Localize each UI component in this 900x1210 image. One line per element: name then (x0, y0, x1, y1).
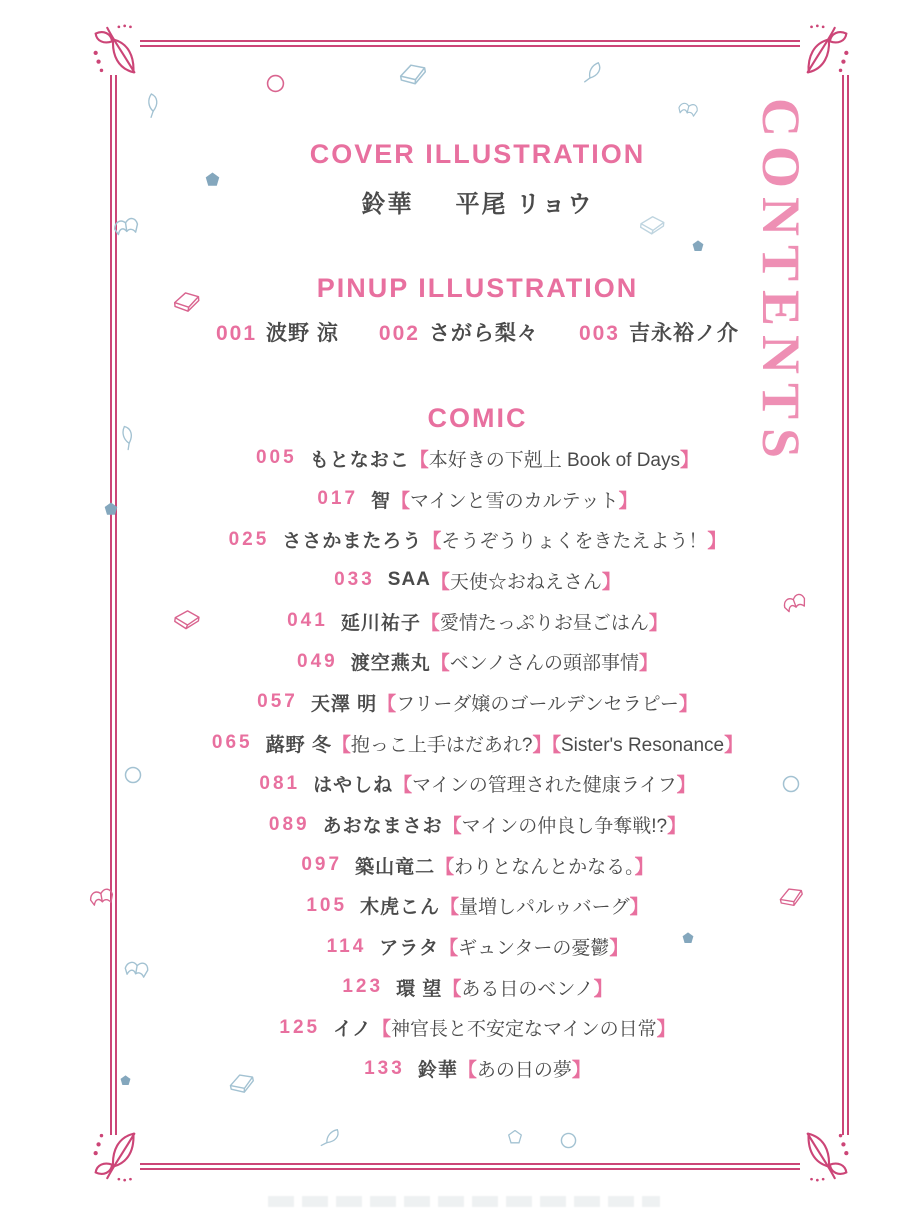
comic-title: わりとなんとかなる。 (454, 856, 635, 878)
bracket-open: 【 (420, 612, 440, 634)
circle-doodle-icon (560, 1132, 577, 1149)
bracket-close: 】 (648, 612, 668, 634)
comic-title: 抱っこ上手はだあれ? (350, 734, 533, 756)
comic-author-name: 木虎こん (360, 897, 441, 919)
pinup-entry (579, 317, 739, 347)
comic-entry-row (110, 804, 845, 845)
bracket-close: 】 (609, 938, 629, 960)
comic-titles (421, 608, 668, 635)
bracket-open: 【 (409, 449, 429, 471)
comic-author-name: 天澤 明 (310, 693, 378, 715)
bracket-open: 【 (430, 653, 450, 675)
bracket-open: 【 (430, 571, 450, 593)
comic-title: 本好きの下剋上 Book of Days (428, 449, 680, 471)
comic-titles (410, 445, 699, 472)
pinup-entry (216, 317, 339, 347)
comic-list (110, 438, 845, 1089)
bracket-close: 】 (667, 816, 687, 838)
comic-author-name: 渡空燕丸 (350, 653, 431, 675)
comic-entry-row (110, 601, 845, 642)
comic-entry-row (110, 682, 845, 723)
comic-page-number: 017 (317, 488, 359, 510)
comic-titles (422, 526, 726, 553)
comic-entry-row (110, 1008, 845, 1049)
comic-author-name: 延川祐子 (340, 612, 421, 634)
bracket-close: 】 (676, 775, 696, 797)
comic-title: 天使☆おねえさん (449, 571, 602, 593)
comic-title: ある日のベンノ (461, 978, 594, 1000)
frame-border-bottom (140, 1163, 800, 1170)
pinup-entry (379, 317, 539, 347)
comic-title: マインの仲良し争奪戦!? (461, 816, 668, 838)
bracket-close: 】 (638, 653, 658, 675)
corner-leaf-ornament-icon (798, 22, 856, 80)
open-book-doodle-icon (674, 98, 702, 126)
comic-entry-row (110, 886, 845, 927)
comic-title: ベンノさんの頭部事情 (449, 653, 639, 675)
comic-entry-row (110, 926, 845, 967)
bracket-close: 】 (634, 856, 654, 878)
comic-titles (439, 933, 628, 960)
bracket-open: 【 (377, 693, 397, 715)
comic-author-name: 蕗野 冬 (265, 734, 332, 756)
comic-titles (435, 852, 654, 879)
comic-titles (431, 648, 658, 675)
comic-title: そうぞうりょくをきたえよう！ (441, 531, 708, 553)
comic-title: マインと雪のカルテット (410, 490, 619, 512)
comic-entry-row (110, 845, 845, 886)
comic-entry-row (110, 1048, 845, 1089)
comic-author-name: アラタ (379, 938, 440, 960)
bracket-open: 【 (371, 1019, 391, 1041)
bracket-close: 】 (601, 571, 621, 593)
corner-leaf-ornament-icon (86, 22, 144, 80)
bracket-open: 【 (442, 816, 462, 838)
corner-leaf-ornament-icon (86, 1126, 144, 1184)
comic-author-name: SAA (387, 569, 431, 591)
circle-doodle-icon (266, 74, 285, 93)
bracket-close: 】 (656, 1019, 676, 1041)
comic-title: 愛情たっぷりお昼ごはん (439, 612, 649, 634)
pinup-page-number: 002 (378, 322, 420, 345)
bracket-close: 】 (707, 531, 727, 553)
comic-author-name: あおなまさお (322, 816, 443, 838)
cover-artist-name: 平尾 リョウ (455, 191, 594, 218)
comic-page-number: 049 (297, 650, 338, 672)
comic-author-name: もとなおこ (309, 449, 410, 471)
comic-entry-row (110, 479, 845, 520)
comic-title: 量増しパルゥバーグ (459, 897, 630, 919)
pinup-entries (110, 317, 845, 347)
feather-doodle-icon (137, 89, 170, 122)
comic-entry-row (110, 723, 845, 764)
comic-title: ギュンターの憂鬱 (458, 938, 610, 960)
comic-title: Sister's Resonance (560, 734, 725, 756)
comic-title: フリーダ嬢のゴールデンセラピー (396, 693, 679, 715)
comic-author-name: 鈴華 (417, 1060, 458, 1082)
bracket-close: 】 (593, 978, 613, 1000)
feather-doodle-icon (313, 1121, 349, 1157)
comic-author-name: 築山竜二 (355, 856, 436, 878)
bracket-open: 【 (435, 856, 455, 878)
comic-title: マインの管理された健康ライフ (412, 775, 677, 797)
cover-artist-names (110, 184, 845, 219)
comic-titles (332, 730, 743, 757)
comic-page-number: 057 (257, 691, 298, 713)
comic-author-name: はやしね (313, 775, 394, 797)
comic-page-number: 114 (326, 935, 367, 957)
comic-entry-row (110, 641, 845, 682)
pinup-artist-name: さがら梨々 (428, 322, 539, 345)
corner-leaf-ornament-icon (798, 1126, 856, 1184)
cover-artist-name: 鈴華 (361, 191, 414, 218)
comic-page-number: 065 (211, 732, 253, 754)
pinup-page-number: 001 (216, 322, 258, 345)
cover-illustration-heading: COVER ILLUSTRATION (309, 139, 646, 169)
bracket-open: 【 (442, 978, 462, 1000)
bracket-close: 】 (680, 449, 700, 471)
bracket-close: 】 (618, 490, 638, 512)
bracket-close: 】 (532, 734, 552, 756)
comic-entry-row (110, 519, 845, 560)
pinup-artist-name: 波野 涼 (266, 322, 339, 345)
frame-border-top (140, 40, 800, 47)
comic-author-name: イノ (333, 1019, 372, 1041)
comic-page-number: 133 (364, 1057, 405, 1079)
comic-title: あの日の夢 (476, 1060, 572, 1082)
comic-page-number: 005 (255, 447, 297, 469)
comic-titles (431, 567, 621, 594)
comic-entry-row (110, 967, 845, 1008)
comic-titles (443, 811, 687, 838)
comic-heading: COMIC (427, 403, 528, 433)
bracket-open: 【 (439, 938, 459, 960)
comic-author-name: 環 望 (396, 978, 443, 1000)
comic-titles (442, 974, 612, 1001)
comic-author-name: ささかまたろう (282, 531, 423, 553)
pinup-page-number: 003 (578, 322, 620, 345)
comic-entry-row (110, 764, 845, 805)
comic-page-number: 123 (342, 976, 384, 998)
comic-page-number: 081 (259, 772, 301, 794)
page-title: CONTENTS (751, 98, 811, 468)
feather-doodle-icon (576, 56, 611, 91)
pinup-artist-name: 吉永裕ノ介 (628, 322, 739, 345)
comic-entry-row (110, 438, 845, 479)
comic-page-number: 041 (287, 610, 328, 632)
bracket-close: 】 (678, 693, 698, 715)
comic-page-number: 025 (228, 528, 270, 550)
comic-page-number: 033 (334, 569, 375, 591)
comic-page-number: 089 (268, 813, 310, 835)
comic-titles (458, 1055, 591, 1082)
comic-title: 神官長と不安定なマインの日常 (390, 1019, 657, 1041)
bracket-open: 【 (331, 734, 351, 756)
pentagon-doodle-icon (508, 1130, 522, 1144)
comic-titles (440, 892, 649, 919)
pinup-illustration-heading: PINUP ILLUSTRATION (316, 273, 639, 303)
bracket-close: 】 (629, 897, 649, 919)
comic-author-name: 智 (371, 490, 392, 512)
bracket-open: 【 (457, 1060, 477, 1082)
bracket-open: 【 (393, 775, 413, 797)
bracket-close: 】 (724, 734, 744, 756)
comic-entry-row (110, 560, 845, 601)
comic-page-number: 097 (301, 854, 343, 876)
bleed-through-text (268, 1196, 660, 1207)
bracket-open: 【 (391, 490, 411, 512)
comic-page-number: 125 (279, 1016, 321, 1038)
bracket-open: 【 (440, 897, 460, 919)
comic-titles (391, 486, 638, 513)
bracket-open: 【 (551, 734, 561, 756)
bracket-close: 】 (571, 1060, 591, 1082)
pentagon-doodle-icon (692, 240, 704, 252)
comic-page-number: 105 (306, 894, 348, 916)
closed-book-doodle-icon (396, 60, 431, 95)
comic-titles (377, 689, 698, 716)
comic-titles (372, 1014, 676, 1041)
bracket-open: 【 (422, 531, 442, 553)
comic-titles (393, 770, 696, 797)
